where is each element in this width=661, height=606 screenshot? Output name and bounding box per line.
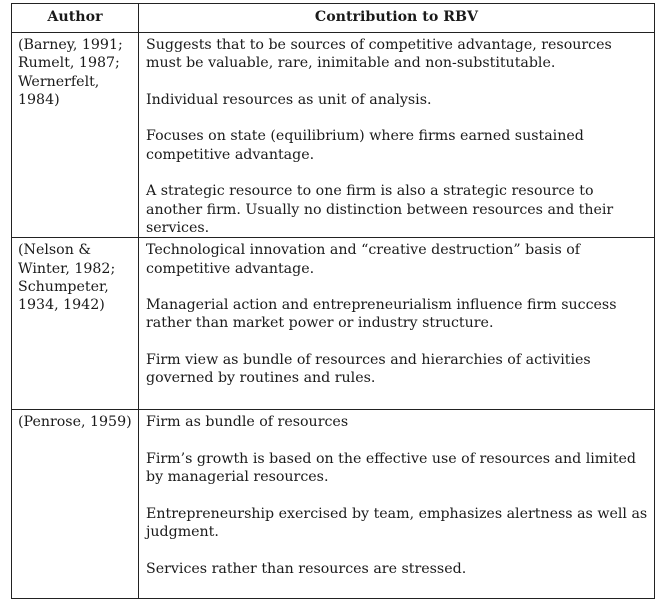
author-cell: (Nelson & Winter, 1982; Schumpeter, 1934, 1942) [12, 238, 139, 410]
contribution-item: Suggests that to be sources of competitive advantage, resources must be valuable, rare, inimitable and non-substitutable. [146, 37, 612, 72]
table-row [12, 410, 655, 599]
table-row [12, 238, 655, 410]
contribution-item: Entrepreneurship exercised by team, emphasizes alertness as well as judgment. [146, 505, 648, 541]
author-cell: (Barney, 1991; Rumelt, 1987; Wernerfelt, 1984) [12, 33, 139, 238]
header-contribution: Contribution to RBV [139, 4, 655, 33]
author-cell: (Penrose, 1959) [12, 410, 139, 599]
contribution-item: Managerial action and entrepreneurialism influence firm success rather than market power or industry structure. [146, 297, 617, 332]
header-row [12, 4, 655, 33]
contribution-item: Firm as bundle of resources [146, 414, 349, 431]
contribution-item: Focuses on state (equilibrium) where firms earned sustained competitive advantage. [146, 128, 584, 163]
contribution-cell [139, 410, 655, 599]
contribution-item: A strategic resource to one firm is also a strategic resource to another firm. Usually no distinction between resources and their services. [146, 183, 614, 236]
table-row [12, 33, 655, 238]
contribution-cell [139, 33, 655, 238]
contribution-item: Firm’s growth is based on the effective use of resources and limited by managerial resources. [146, 450, 636, 486]
header-author: Author [12, 4, 139, 33]
rbv-contribution-table [11, 3, 655, 599]
contribution-item: Services rather than resources are stressed. [146, 560, 467, 577]
contribution-item: Technological innovation and “creative destruction” basis of competitive advantage. [146, 242, 581, 277]
contribution-cell [139, 238, 655, 410]
contribution-item: Individual resources as unit of analysis. [146, 91, 432, 108]
contribution-item: Firm view as bundle of resources and hierarchies of activities governed by routines and rules. [146, 352, 591, 387]
